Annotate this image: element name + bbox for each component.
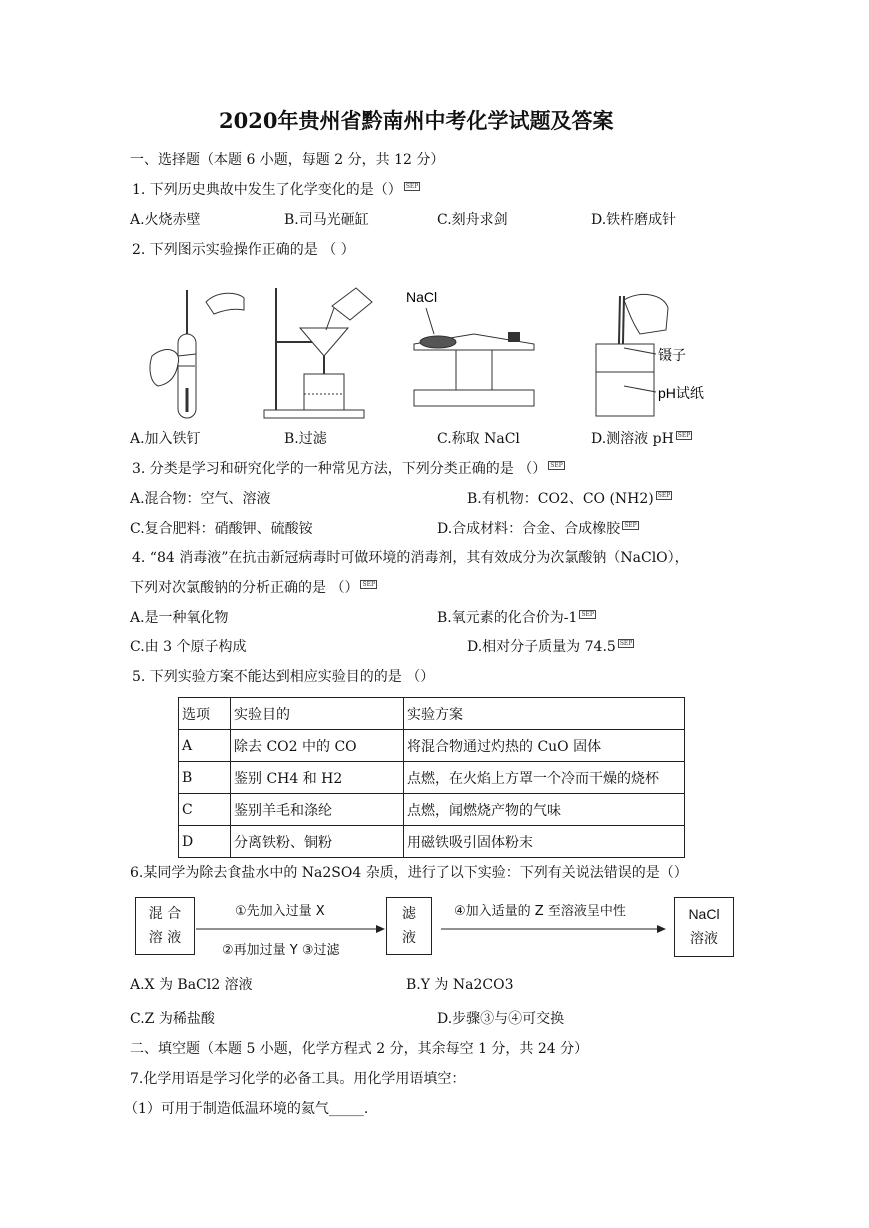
flow-step-2-3: ②再加过量 Y ③过滤 bbox=[222, 943, 340, 958]
tweezers-label: 镊子 bbox=[658, 348, 686, 364]
question-stem: 6.某同学为除去食盐水中的 Na2SO4 杂质，进行了以下实验：下列有关说法错误的是（） bbox=[130, 865, 688, 881]
experiment-table bbox=[178, 697, 685, 858]
option-c: C.由 3 个原子构成 bbox=[130, 639, 247, 655]
option-d: D.合成材料：合金、合成橡胶 SEP bbox=[437, 521, 637, 537]
section-heading: 二、填空题（本题 5 小题，化学方程式 2 分，其余每空 1 分，共 24 分） bbox=[130, 1041, 589, 1057]
table-header: 实验目的 bbox=[231, 698, 404, 730]
flow-box-nacl bbox=[674, 897, 734, 957]
option-c: C.称取 NaCl bbox=[437, 431, 520, 447]
flow-box-text: 溶液 bbox=[690, 930, 718, 946]
flow-box-text: 溶 液 bbox=[148, 930, 182, 946]
option-d: D.铁杵磨成针 bbox=[591, 212, 677, 228]
option-a: A.是一种氧化物 bbox=[130, 610, 229, 626]
option-d: D.步骤③与④可交换 bbox=[437, 1011, 565, 1027]
option-b: B.过滤 bbox=[284, 431, 327, 447]
sep-mark: SEP bbox=[624, 522, 637, 529]
sep-mark: SEP bbox=[657, 492, 671, 499]
table-row bbox=[179, 762, 685, 794]
flow-step-1: ①先加入过量 X bbox=[235, 904, 325, 919]
option-a: A.X 为 BaCl2 溶液 bbox=[130, 977, 253, 993]
option-b: B.司马光砸缸 bbox=[284, 212, 369, 228]
option-a: A.火烧赤壁 bbox=[130, 212, 201, 228]
sep-mark: SEP bbox=[677, 432, 691, 439]
table-row bbox=[179, 794, 685, 826]
table-cell: B bbox=[179, 762, 231, 794]
page-title: 2020年贵州省黔南州中考化学试题及答案 bbox=[219, 108, 614, 133]
option-a: A.加入铁钉 bbox=[130, 431, 201, 447]
option-d: D.测溶液 pH SEP bbox=[591, 431, 691, 447]
flow-step-4: ④加入适量的 Z 至溶液呈中性 bbox=[454, 904, 626, 919]
option-d: D.相对分子质量为 74.5 SEP bbox=[467, 639, 633, 655]
option-b: B.氧元素的化合价为-1 SEP bbox=[437, 610, 594, 626]
ph-test-figure bbox=[584, 288, 724, 420]
section-heading: 一、选择题（本题 6 小题，每题 2 分，共 12 分） bbox=[130, 152, 445, 168]
flow-box-text: 滤 bbox=[402, 906, 416, 922]
table-cell: 用磁铁吸引固体粉末 bbox=[404, 826, 685, 858]
ph-paper-label: pH试纸 bbox=[658, 385, 704, 401]
sep-mark: SEP bbox=[581, 611, 594, 618]
table-header-row bbox=[179, 698, 685, 730]
flow-arrow bbox=[196, 924, 386, 934]
question-stem: 5. 下列实验方案不能达到相应实验目的的是 （） bbox=[132, 669, 435, 685]
sep-mark: SEP bbox=[550, 462, 563, 469]
table-cell: 点燃，在火焰上方罩一个冷而干燥的烧杯 bbox=[404, 762, 685, 794]
option-c: C.Z 为稀盐酸 bbox=[130, 1011, 215, 1027]
table-header: 实验方案 bbox=[404, 698, 685, 730]
table-row bbox=[179, 730, 685, 762]
table-cell: A bbox=[179, 730, 231, 762]
option-b: B.有机物：CO2、CO (NH2) SEP bbox=[467, 491, 671, 507]
flow-box-text: 混 合 bbox=[148, 906, 182, 922]
flow-arrow bbox=[441, 924, 667, 934]
table-cell: 鉴别 CH4 和 H2 bbox=[231, 762, 404, 794]
table-cell: 鉴别羊毛和涤纶 bbox=[231, 794, 404, 826]
table-cell: 分离铁粉、铜粉 bbox=[231, 826, 404, 858]
sep-mark: SEP bbox=[362, 581, 375, 588]
table-cell: 除去 CO2 中的 CO bbox=[231, 730, 404, 762]
flow-box-text: NaCl bbox=[688, 906, 720, 922]
table-cell: 点燃，闻燃烧产物的气味 bbox=[404, 794, 685, 826]
table-cell: D bbox=[179, 826, 231, 858]
flow-box-text: 液 bbox=[402, 930, 416, 946]
nacl-label: NaCl bbox=[406, 289, 438, 305]
table-row bbox=[179, 826, 685, 858]
question-subpart: （1）可用于制造低温环境的氦气_____. bbox=[124, 1101, 369, 1117]
table-cell: 将混合物通过灼热的 CuO 固体 bbox=[404, 730, 685, 762]
sep-mark: SEP bbox=[405, 183, 419, 190]
filtration-figure bbox=[260, 284, 380, 422]
option-a: A.混合物：空气、溶液 bbox=[130, 491, 271, 507]
flow-box-mixture bbox=[135, 897, 195, 955]
question-stem: 7.化学用语是学习化学的必备工具。用化学用语填空： bbox=[130, 1071, 466, 1087]
question-stem: 4. “84 消毒液”在抗击新冠病毒时可做环境的消毒剂，其有效成分为次氯酸钠（NaClO）， bbox=[132, 550, 689, 566]
sep-mark: SEP bbox=[619, 640, 633, 647]
option-c: C.复合肥料：硝酸钾、硫酸铵 bbox=[130, 521, 313, 537]
table-cell: C bbox=[179, 794, 231, 826]
option-c: C.刻舟求剑 bbox=[437, 212, 508, 228]
test-tube-figure bbox=[148, 284, 248, 422]
question-stem: 1. 下列历史典故中发生了化学变化的是（） SEP bbox=[132, 182, 419, 198]
flow-box-filtrate bbox=[386, 897, 432, 955]
table-header: 选项 bbox=[179, 698, 231, 730]
question-stem: 3. 分类是学习和研究化学的一种常见方法，下列分类正确的是 （） SEP bbox=[132, 461, 563, 477]
balance-figure bbox=[404, 284, 544, 414]
option-b: B.Y 为 Na2CO3 bbox=[406, 977, 514, 993]
question-stem: 下列对次氯酸钠的分析正确的是 （） SEP bbox=[130, 580, 375, 596]
question-stem: 2. 下列图示实验操作正确的是 （ ） bbox=[132, 242, 355, 258]
